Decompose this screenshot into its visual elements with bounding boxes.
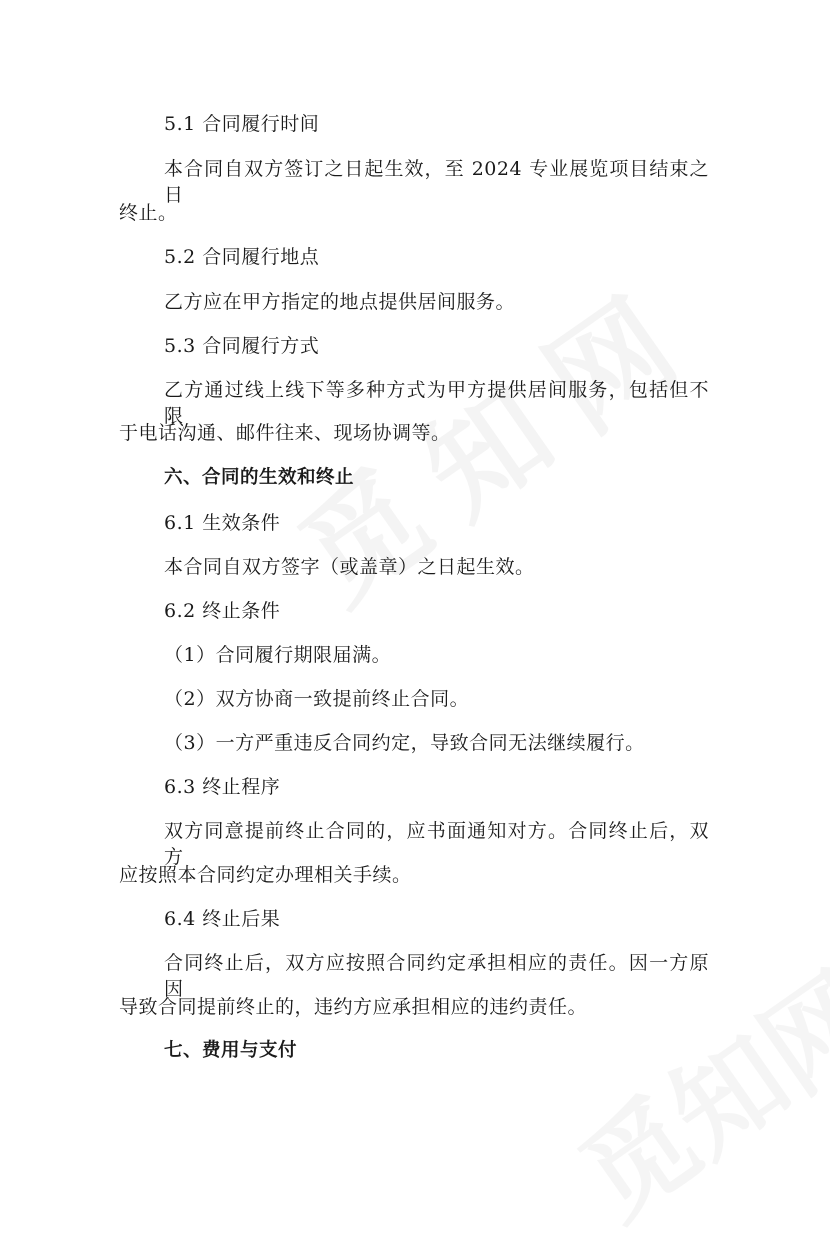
paragraph-line: 合同终止后，双方应按照合同约定承担相应的责任。因一方原因 xyxy=(164,952,709,1000)
list-item: （1）合同履行期限届满。 xyxy=(164,644,392,666)
list-item: （3）一方严重违反合同约定，导致合同无法继续履行。 xyxy=(164,732,645,754)
subsection-heading: 5.2 合同履行地点 xyxy=(164,246,320,268)
paragraph-line: 双方同意提前终止合同的，应书面通知对方。合同终止后，双方 xyxy=(164,820,709,868)
section-heading: 七、费用与支付 xyxy=(164,1040,298,1061)
paragraph-line: 乙方应在甲方指定的地点提供居间服务。 xyxy=(164,291,516,313)
paragraph-line: 本合同自双方签字（或盖章）之日起生效。 xyxy=(164,556,535,578)
subsection-heading: 6.2 终止条件 xyxy=(164,600,281,622)
subsection-heading: 6.4 终止后果 xyxy=(164,908,281,930)
paragraph-line: 终止。 xyxy=(119,202,178,224)
paragraph-line: 应按照本合同约定办理相关手续。 xyxy=(119,864,412,886)
subsection-heading: 5.3 合同履行方式 xyxy=(164,335,320,357)
section-heading: 六、合同的生效和终止 xyxy=(164,467,355,488)
paragraph-line: 本合同自双方签订之日起生效，至 2024 专业展览项目结束之日 xyxy=(164,158,709,206)
subsection-heading: 6.1 生效条件 xyxy=(164,512,281,534)
list-item: （2）双方协商一致提前终止合同。 xyxy=(164,688,470,710)
subsection-heading: 5.1 合同履行时间 xyxy=(164,113,320,135)
paragraph-line: 乙方通过线上线下等多种方式为甲方提供居间服务，包括但不限 xyxy=(164,379,709,427)
paragraph-line: 导致合同提前终止的，违约方应承担相应的违约责任。 xyxy=(119,996,588,1018)
subsection-heading: 6.3 终止程序 xyxy=(164,776,281,798)
paragraph-line: 于电话沟通、邮件往来、现场协调等。 xyxy=(119,422,451,444)
